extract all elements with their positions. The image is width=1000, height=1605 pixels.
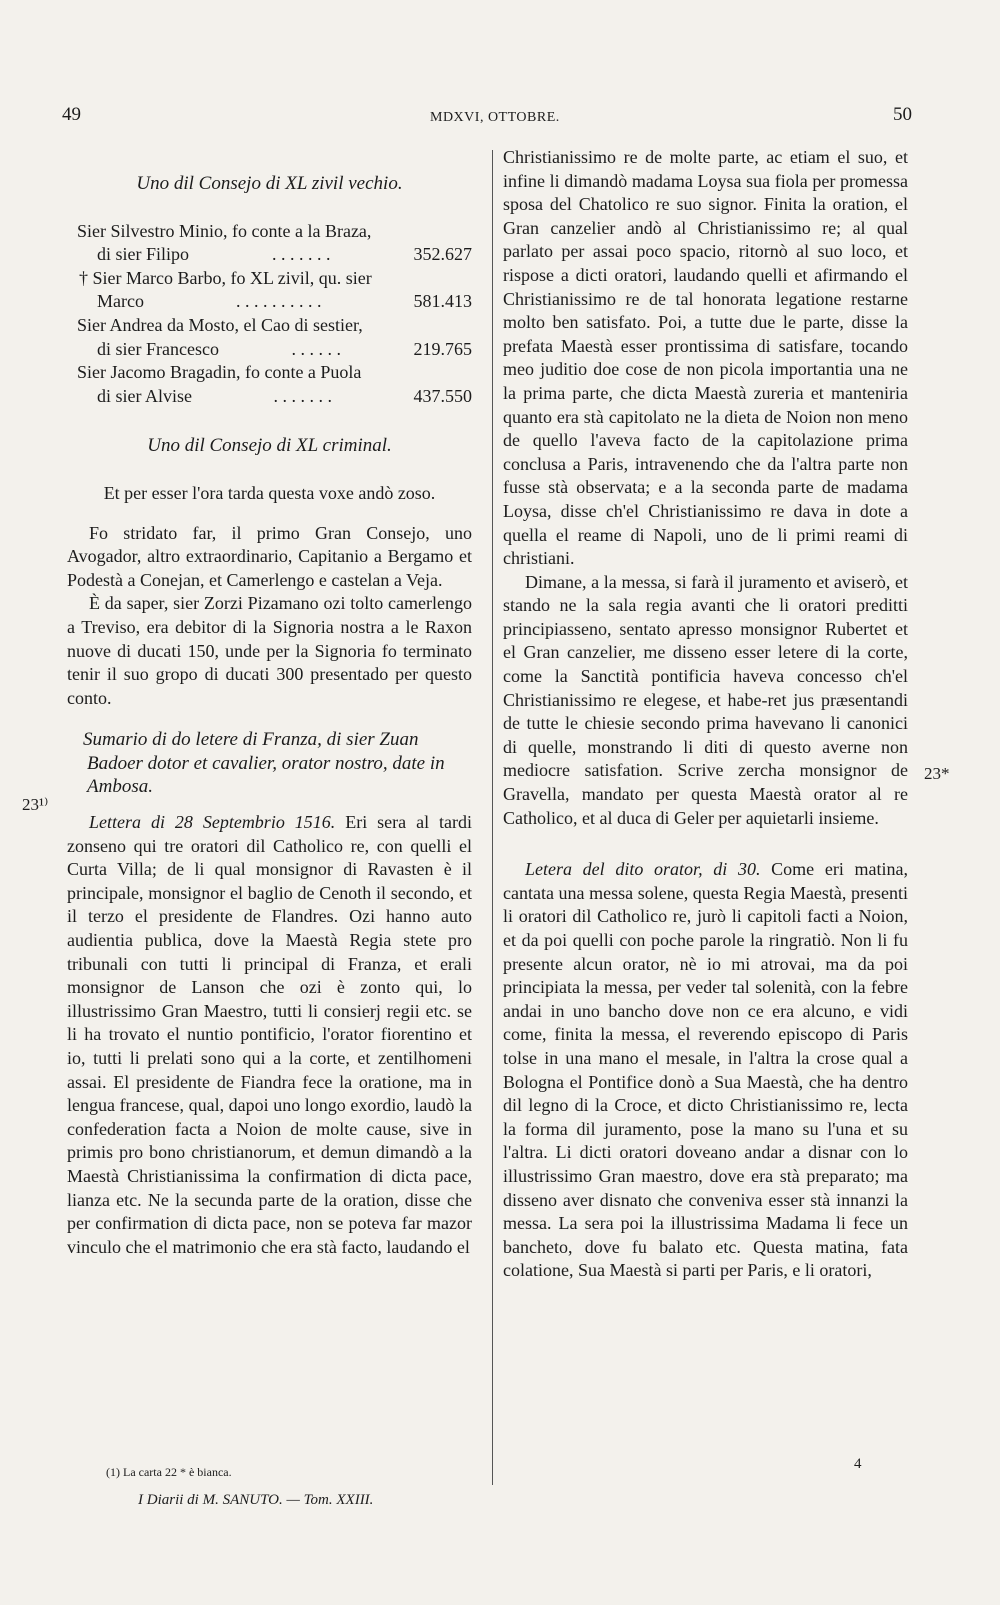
entry-value: 581.413 xyxy=(413,291,472,312)
right-page-number: 50 xyxy=(893,104,912,125)
left-page-number: 49 xyxy=(62,104,81,125)
ballot-entry-line: Sier Silvestro Minio, fo conte a la Braza, xyxy=(77,220,372,241)
right-column xyxy=(503,146,908,1283)
running-title: MDXVI, OTTOBRE. xyxy=(430,110,560,125)
margin-note: 23¹⁾ xyxy=(22,795,49,814)
letter-heading: Lettera di 28 Septembrio 1516. xyxy=(89,812,336,833)
letter-text: Eri sera al tardi zonseno qui tre oratori dil Catholico re, con quelli el Curta Villa; de li qual monsignor di Ravasten è il principale, monsignor el baglio de Cenoth il secondo, et il terzo el presidente de Flandres. Ozi hanno auto audientia publica, dove la Maestà Regia stete pro tribunali con tutti li principal di Franza, et erali monsignor de Lanson che ozi è zonto qui, lo illustrissimo Gran Maestro, tutti li consierj regii etc. se li ha trovato el nuntio pontificio, l'orator fiorentino et io, tutti li prelati sono qui a la corte, et zentilhomeni assai. El presidente de Fiandra fece la oratione, ma in lengua francese, qual, dapoi uno longo exordio, laudò la confederation facta a Noion de molte cause, sive in primis pro bono christianorum, et demun dimandò a la Maestà Christianissima la confirmation di dicta pace, lianza etc. Ne la secunda parte de la oration, disse che per confirmation di dicta pace, non se poteva far mazor vinculo che el matrimonio che era stà facto, laudando el xyxy=(67,812,472,1257)
signature-number: 4 xyxy=(854,1456,862,1472)
letter-heading: Letera del dito orator, di 30. xyxy=(525,859,761,880)
ballot-entry-result xyxy=(67,338,472,362)
letter-paragraph xyxy=(67,811,472,1259)
leader-dots: . . . . . . . . . . xyxy=(235,291,322,312)
entry-name: di sier Filipo xyxy=(97,244,190,265)
ballot-entry-line: Sier Jacomo Bragadin, fo conte a Puola xyxy=(77,362,362,383)
paragraph: Fo stridato far, il primo Gran Consejo, uno Avogador, altro extraordinario, Capitanio a Bergamo et Podestà a Conejan, et Camerlengo e castelan a Veja. xyxy=(67,522,472,590)
summary-heading: Sumario di do letere di Franza, di sier Zuan Badoer dotor et cavalier, orator nostro, date in Ambosa. xyxy=(83,729,445,798)
column-divider xyxy=(492,150,493,1485)
ballot-entry-line: † Sier Marco Barbo, fo XL zivil, qu. sier xyxy=(79,267,372,288)
leader-dots: . . . . . . xyxy=(291,338,341,359)
footer-title: I Diarii di M. SANUTO. — Tom. XXIII. xyxy=(138,1492,374,1508)
entry-name: Marco xyxy=(97,291,144,312)
footnote: (1) La carta 22 * è bianca. xyxy=(106,1465,232,1479)
entry-value: 352.627 xyxy=(413,244,472,265)
section-heading: Uno dil Consejo di XL zivil vechio. xyxy=(136,173,403,194)
entry-value: 437.550 xyxy=(413,385,472,406)
ballot-entry-result xyxy=(67,290,472,314)
entry-value: 219.765 xyxy=(413,338,472,359)
paragraph: Christianissimo re de molte parte, ac etiam el suo, et infine li dimandò madama Loysa sua fiola per promessa sposa del Chatolico re suo signor. Finita la oration, el Gran canzelier andò al Christianissimo re; al qual parlato per assai poco spacio, ritornò al suo loco, et rispose a dicti oratori, laudando quelli et afirmando el Christianissimo re de tal honorata legatione restarne molto ben satisfato. Poi, a tutte due le parte, disse la prefata Maestà esser prontissima di satisfare, tocando meo juditio doe cose de non picola importantia una ne la prima parte, che dicta Maestà zureria et manteniria quanto era stà capitolato ne la dieta de Noion non meno de quello l'aveva facto de la capitolazione prima conclusa a Paris, intravenendo che da l'altra parte non fusse stà observata; e a la seconda parte de madama Loysa, disse ch'el Christianissimo re dava in dote a quella el reame di Napoli, uno de li primi reami di christiani. xyxy=(503,147,908,569)
letter-text: Come eri matina, cantata una messa solene, questa Regia Maestà, presenti li oratori dil Catholico re, jurò li capitoli facti a Noion, et da poi quelli con poche parole la ringratiò. Non li fu presente alcun orator, nè io mi atrovai, ma da poi principiata la messa, per veder tal solenità, con la febre andai in uno bancho dove non ce era alcuno, e vidi come, finita la messa, el reverendo episcopo di Paris tolse in una mano el mesale, in l'altra la crose qual a Bologna el Pontifice donò a Sua Maestà, che ha dentro dil legno di la Croce, et dicto Christianissimo re, lecta la forma dil juramento, pose la mano su l'una et su l'altra. Li dicti oratori doveano andar a disnar con lo illustrissimo Gran maestro, dove era stà preparato; ma disseno aver disnato che conveniva esser stà innanzi la messa. La sera poi la illustrissima Madama li fece un bancheto, dove fu balato etc. Questa matina, fata colatione, Sua Maestà si parti per Paris, e li oratori, xyxy=(503,859,908,1281)
entry-name: di sier Francesco xyxy=(97,338,219,359)
paragraph: Et per esser l'ora tarda questa voxe andò zoso. xyxy=(103,482,436,503)
ballot-entry-result xyxy=(67,385,472,409)
letter-paragraph xyxy=(503,858,908,1283)
leader-dots: . . . . . . . xyxy=(273,385,332,406)
paragraph: È da saper, sier Zorzi Pizamano ozi tolto camerlengo a Treviso, era debitor di la Signoria nostra a le Raxon nuove di ducati 150, unde per la Signoria fo terminato tenir il suo gropo di ducati 300 presentado per questo conto. xyxy=(67,593,472,708)
ballot-entry-result xyxy=(67,243,472,267)
left-column xyxy=(67,146,472,1259)
margin-note: 23* xyxy=(924,764,950,783)
ballot-entry-line: Sier Andrea da Mosto, el Cao di sestier, xyxy=(77,314,363,335)
entry-name: di sier Alvise xyxy=(97,385,192,406)
paragraph: Dimane, a la messa, si farà il juramento et aviserò, et stando ne la sala regia avanti che li oratori preditti principiasseno, sentato apresso monsignor Rubertet et el Gran canzelier, me disseno esser letere di la corte, come la Sanctità pontificia haveva concesso ch'el Christianissimo re elegese, et habe-ret jus præsentandi de tutte le chiesie secondo prima havevano li canonici di quelle, monstrando li diti di questo averne non mediocre satisfation. Scrive zercha monsignor de Gravella, mandato per questa Maestà orator al re Catholico, et al duca di Geler per aquietarli insieme. xyxy=(503,571,908,828)
leader-dots: . . . . . . . xyxy=(272,244,331,265)
section-heading: Uno dil Consejo di XL criminal. xyxy=(147,435,392,457)
